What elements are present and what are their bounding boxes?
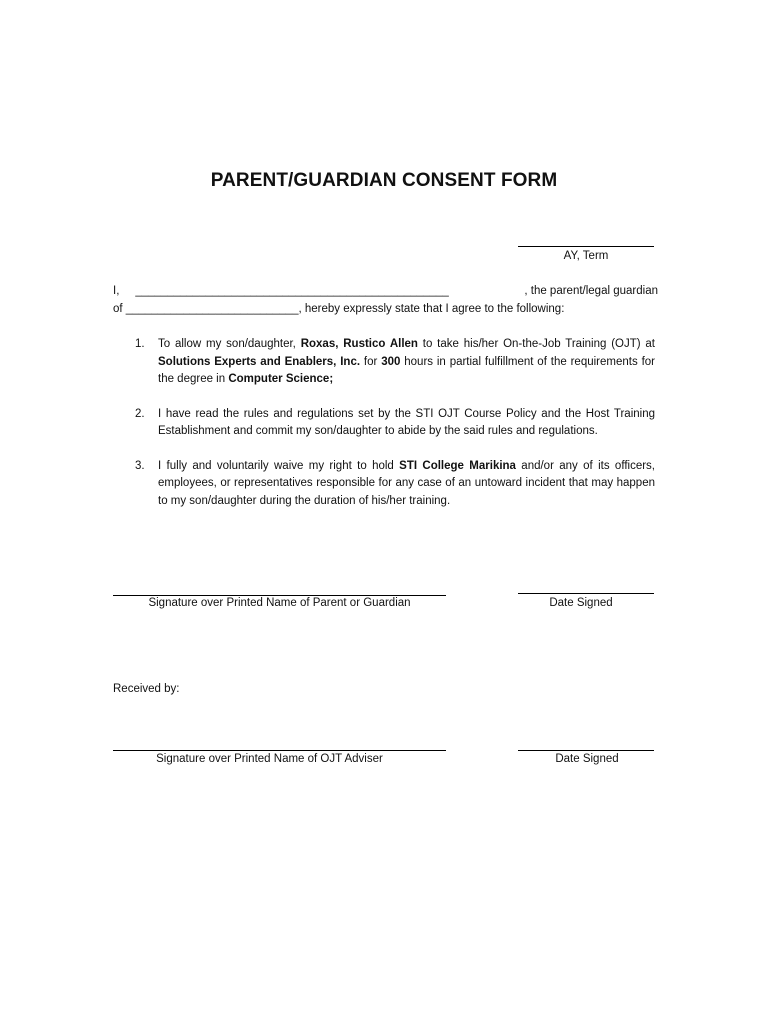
item-number: 2. — [135, 407, 145, 420]
parent-signature-line — [113, 595, 446, 596]
page-title: PARENT/GUARDIAN CONSENT FORM — [210, 170, 558, 191]
ay-term-line — [518, 246, 654, 247]
item-text: to take his/her On-the-Job Training (OJT) at — [417, 338, 655, 350]
agreement-item-3 — [113, 458, 655, 511]
agreement-item-1 — [113, 336, 655, 389]
item-number: 1. — [135, 338, 145, 350]
received-by-label: Received by: — [113, 683, 180, 695]
agreement-item-2 — [113, 406, 655, 441]
agreement-list — [113, 336, 655, 510]
student-name: Roxas, Rustico Allen — [300, 338, 418, 350]
school-name: STI College Marikina — [399, 459, 516, 472]
item-number: 3. — [135, 459, 145, 472]
parent-date-label: Date Signed — [549, 597, 613, 609]
training-hours: 300 — [381, 355, 401, 368]
adviser-signature-line — [113, 750, 446, 751]
intro-line-1 — [113, 283, 658, 301]
company-name: Solutions Experts and Enablers, Inc. — [158, 355, 361, 368]
adviser-date-label: Date Signed — [555, 753, 619, 765]
guardian-name-blank: I, _________________________________________________ — [113, 285, 449, 297]
item-text: I fully and voluntarily waive my right to hold — [158, 459, 400, 472]
parent-date-line — [518, 593, 654, 594]
ay-term-label: AY, Term — [563, 250, 609, 262]
parent-signature-label: Signature over Printed Name of Parent or Guardian — [148, 597, 411, 609]
item-text: and/or any of its officers, employees, or representatives responsible for any case of an untoward incident that may happen to my son/daughter during the duration of his/her training. — [158, 459, 655, 507]
degree-name: Computer Science; — [228, 373, 334, 385]
guardian-role-text: , the parent/legal guardian — [524, 285, 658, 297]
adviser-date-line — [518, 750, 654, 751]
item-text: for — [360, 355, 382, 368]
adviser-signature-label: Signature over Printed Name of OJT Adviser — [156, 753, 383, 765]
item-text: I have read the rules and regulations set by the STI OJT Course Policy and the Host Training Establishment and commit my son/daughter to abide by the said rules and regulations. — [158, 407, 655, 437]
intro-paragraph — [113, 283, 658, 318]
item-text: To allow my son/daughter, — [158, 338, 301, 350]
intro-line-2: of ___________________________, hereby expressly state that I agree to the following: — [113, 302, 565, 315]
item-text: hours in partial fulfillment of the requirements for the degree in — [158, 355, 655, 385]
